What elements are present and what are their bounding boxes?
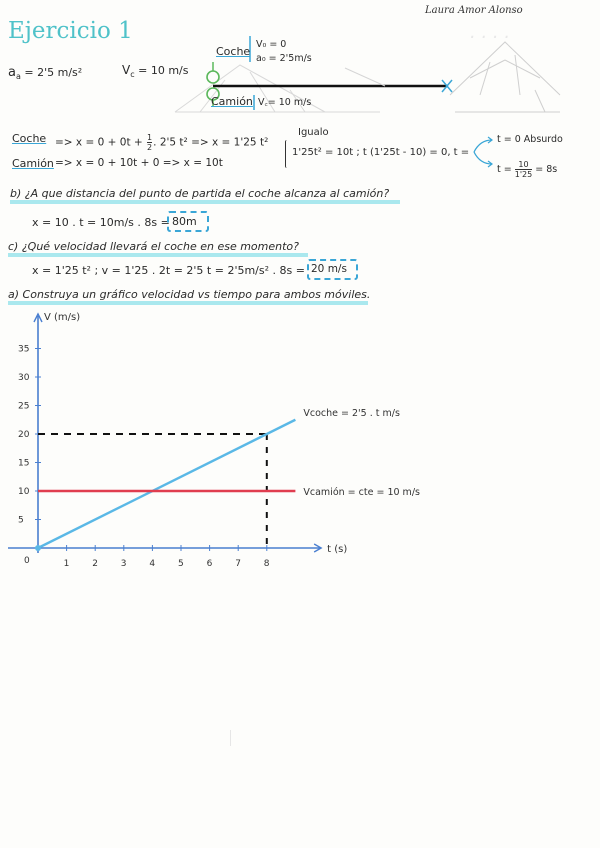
y-tick-label: 25 — [18, 401, 30, 412]
question-b-highlight — [10, 200, 400, 204]
y-tick-label: 30 — [18, 373, 30, 383]
x-tick-label: 1 — [63, 559, 70, 569]
camion-velocity-given: $V_c = 10$ m/s — [122, 63, 189, 80]
camion-label: Camión — [211, 95, 253, 108]
answer-c-work: x = 1'25 t² ; v = 1'25 . 2t = 2'5 t = 2'5m/s² . 8s = — [32, 264, 305, 277]
y-tick-label: 10 — [18, 487, 30, 497]
bleed-through-mark — [230, 730, 239, 746]
x-tick-label: 4 — [149, 559, 156, 569]
answer-c-value: 20 m/s — [311, 263, 347, 275]
coche-acceleration: a₀ = 2'5m/s — [256, 53, 312, 64]
bridge-truss-right — [450, 42, 560, 112]
series-label-camion: Vcamión = cte = 10 m/s — [303, 487, 420, 498]
velocity-time-chart — [0, 300, 600, 600]
y-tick-label: 35 — [18, 344, 30, 355]
x-tick-label: 6 — [206, 559, 213, 569]
equation-brace — [285, 140, 289, 168]
bleed-through-text: . . . . — [470, 22, 511, 43]
y-tick-label: 20 — [18, 430, 30, 440]
series-line-coche — [38, 420, 295, 548]
x-tick-label: 5 — [178, 559, 184, 569]
coche-initial-velocity: V₀ = 0 — [256, 39, 287, 50]
question-c: c) ¿Qué velocidad llevará el coche en ese momento? — [8, 240, 299, 253]
origin-label: 0 — [24, 556, 30, 566]
motion-diagram — [0, 0, 600, 130]
equality-equation: 1'25t² = 10t ; t (1'25t - 10) = 0, t = — [292, 147, 470, 158]
coche-equation-label: Coche — [12, 132, 47, 145]
question-b: b) ¿A que distancia del punto de partida el coche alcanza al camión? — [10, 187, 390, 200]
coche-label: Coche — [216, 45, 251, 58]
x-tick-label: 7 — [235, 559, 241, 569]
solution-arrows — [470, 132, 500, 172]
y-tick-label: 15 — [18, 458, 30, 469]
answer-b-value: 80m — [172, 215, 197, 228]
camion-equation: => x = 0 + 10t + 0 => x = 10t — [55, 157, 223, 169]
igualo-label: Igualo — [298, 127, 329, 138]
series-label-coche: Vcoche = 2'5 . t m/s — [303, 407, 400, 419]
camion-equation-label: Camión — [12, 157, 54, 170]
answer-b-work: x = 10 . t = 10m/s . 8s = — [32, 216, 170, 229]
question-c-highlight — [8, 253, 308, 257]
acceleration-given: $a_a = 2'5$ m/s² — [8, 65, 83, 82]
coche-equation: => x = 0 + 0t + $\frac{1}{2}$ . 2'5 t² => x = 1'25 t² — [55, 133, 269, 152]
question-a: a) Construya un gráfico velocidad vs tiempo para ambos móviles. — [8, 288, 371, 301]
x-axis-label: t (s) — [327, 544, 348, 555]
y-axis-label: V (m/s) — [44, 312, 81, 323]
y-tick-label: 5 — [18, 515, 24, 526]
x-tick-label: 8 — [263, 559, 270, 569]
x-tick-label: 3 — [120, 559, 127, 569]
camion-velocity: V꜀= 10 m/s — [258, 97, 312, 108]
solution-time: t = $\frac{10}{1'25}$ = 8s — [497, 160, 558, 179]
solution-absurd: t = 0 Absurdo — [497, 134, 563, 145]
exercise-title: Ejercicio 1 — [8, 18, 133, 44]
author-name: Laura Amor Alonso — [425, 5, 523, 16]
car-icon — [207, 71, 219, 83]
x-tick-label: 2 — [92, 559, 98, 569]
